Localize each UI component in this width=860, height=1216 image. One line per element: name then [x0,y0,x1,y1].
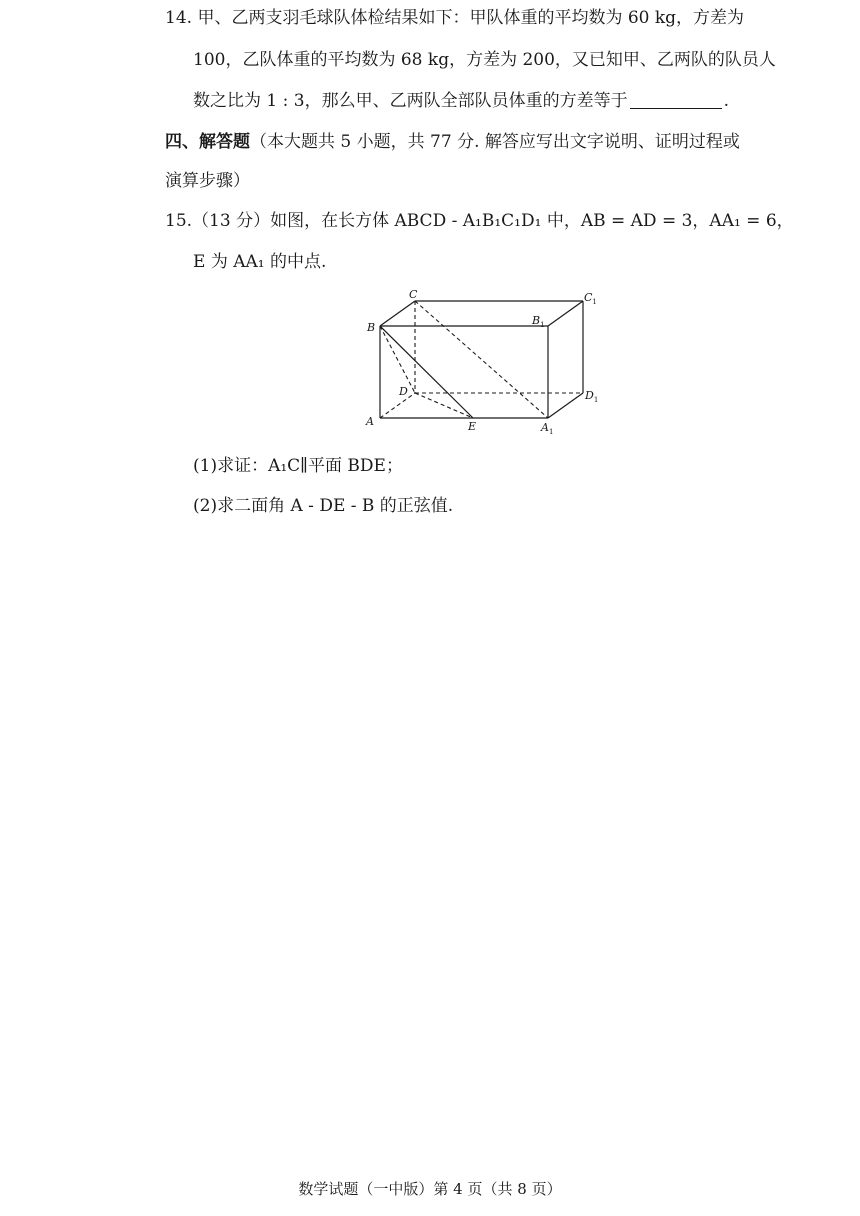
label-D: D [399,385,408,398]
q15-part-2: (2)求二面角 A - DE - B 的正弦值. [193,496,454,516]
edge-B1C1 [548,301,583,326]
edge-BC [380,301,415,326]
q14-line-3-text: 数之比为 1 : 3，那么甲、乙两队全部队员体重的方差等于 [193,91,628,111]
answer-blank [630,91,722,109]
label-C: C [409,288,418,301]
q15-line-2: E 为 AA₁ 的中点. [193,252,327,272]
q14-line-1: 14. 甲、乙两支羽毛球队体检结果如下：甲队体重的平均数为 60 kg，方差为 [165,8,745,28]
section-4-note: （本大题共 5 小题，共 77 分. 解答应写出文字说明、证明过程或 [250,132,740,152]
section-4-note-2: 演算步骤） [165,171,250,191]
q14-line-2: 100，乙队体重的平均数为 68 kg，方差为 200，又已知甲、乙两队的队员人 [193,50,776,70]
label-A1: $A_1$ [541,421,554,435]
label-B1: $B_1$ [532,314,545,329]
label-A: A [366,415,374,428]
segment-CA1 [415,301,548,418]
edge-AD [380,393,415,418]
q14-line-3 [193,89,729,113]
label-D1: $D_1$ [585,389,599,404]
q15-part-1: (1)求证：A₁C∥平面 BDE； [193,456,403,476]
label-C1: $C_1$ [584,291,597,306]
edge-A1D1 [548,393,583,418]
segment-DE [415,393,473,418]
label-B: B [367,321,376,334]
section-4-heading-line [165,130,740,154]
section-4-heading: 四、解答题 [165,132,250,152]
cuboid-figure [355,285,605,435]
segment-BD [380,326,415,393]
page-footer: 数学试题（一中版）第 4 页（共 8 页） [298,1180,562,1198]
label-E: E [468,420,477,433]
cuboid-diagram [355,285,605,435]
q15-line-1: 15.（13 分）如图，在长方体 ABCD - A₁B₁C₁D₁ 中，AB = AD = 3，AA₁ = 6， [165,211,794,231]
q14-line-3-suffix: . [723,91,729,111]
